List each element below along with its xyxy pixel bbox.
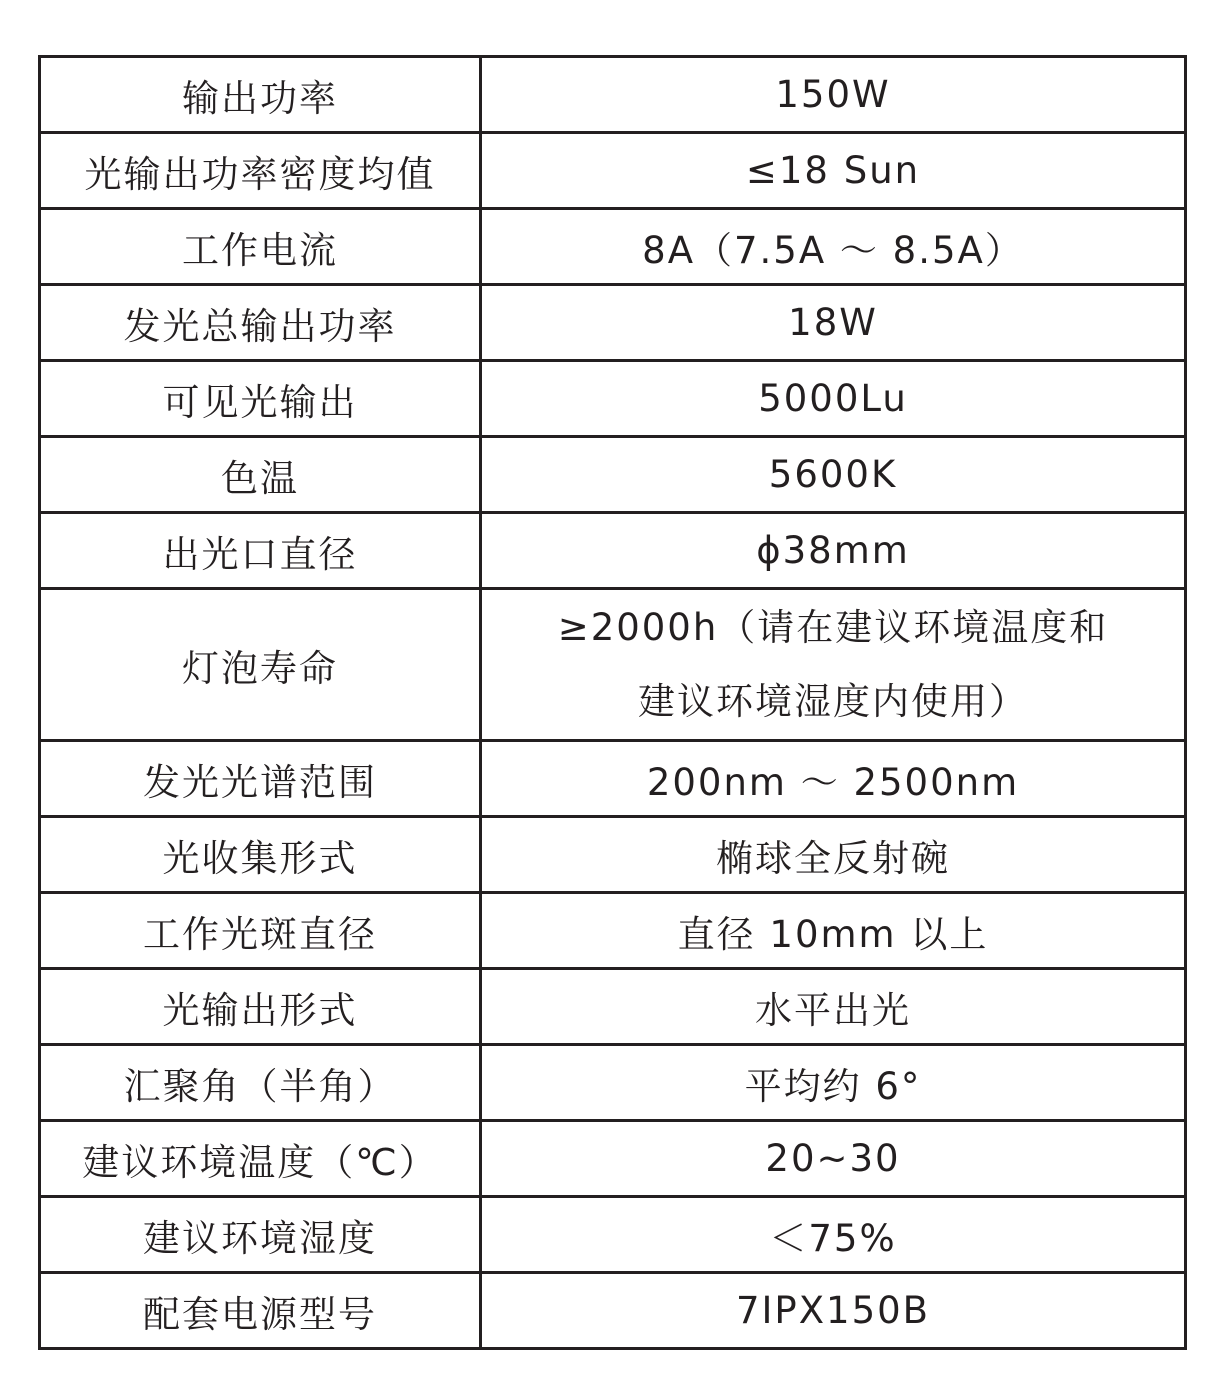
value-cell	[481, 589, 1186, 741]
param-cell: 建议环境湿度	[40, 1197, 481, 1273]
param-cell: 可见光输出	[40, 361, 481, 437]
param-cell: 灯泡寿命	[40, 589, 481, 741]
table-row	[40, 817, 1186, 893]
param-cell: 光输出功率密度均值	[40, 133, 481, 209]
value-cell: 椭球全反射碗	[481, 817, 1186, 893]
param-cell: 发光光谱范围	[40, 741, 481, 817]
param-cell: 工作电流	[40, 209, 481, 285]
table-row	[40, 1197, 1186, 1273]
table-row	[40, 1273, 1186, 1349]
table-row	[40, 361, 1186, 437]
value-cell: 平均约 6°	[481, 1045, 1186, 1121]
table-row	[40, 285, 1186, 361]
value-cell: 5600K	[481, 437, 1186, 513]
table-row	[40, 1045, 1186, 1121]
table-row	[40, 969, 1186, 1045]
table-row	[40, 133, 1186, 209]
table-row	[40, 1121, 1186, 1197]
value-line: ≥2000h（请在建议环境温度和	[557, 605, 1109, 649]
value-cell: 150W	[481, 57, 1186, 133]
value-cell: 18W	[481, 285, 1186, 361]
param-cell: 工作光斑直径	[40, 893, 481, 969]
param-cell: 输出功率	[40, 57, 481, 133]
param-cell: 光收集形式	[40, 817, 481, 893]
param-cell: 配套电源型号	[40, 1273, 481, 1349]
param-cell: 汇聚角（半角）	[40, 1045, 481, 1121]
value-cell: ＜75%	[481, 1197, 1186, 1273]
table-row	[40, 589, 1186, 741]
param-cell: 建议环境温度（℃）	[40, 1121, 481, 1197]
value-cell: 直径 10mm 以上	[481, 893, 1186, 969]
param-cell: 出光口直径	[40, 513, 481, 589]
spec-table	[38, 55, 1187, 1350]
table-row	[40, 741, 1186, 817]
value-cell: 水平出光	[481, 969, 1186, 1045]
table-row	[40, 57, 1186, 133]
table-row	[40, 437, 1186, 513]
table-row	[40, 513, 1186, 589]
value-cell: 8A（7.5A ～ 8.5A）	[481, 209, 1186, 285]
param-cell: 色温	[40, 437, 481, 513]
table-row	[40, 209, 1186, 285]
param-cell: 发光总输出功率	[40, 285, 481, 361]
value-cell: ≤18 Sun	[481, 133, 1186, 209]
value-cell: ϕ38mm	[481, 513, 1186, 589]
value-cell: 200nm ～ 2500nm	[481, 741, 1186, 817]
table-row	[40, 893, 1186, 969]
value-line: 建议环境湿度内使用）	[638, 679, 1028, 723]
value-cell: 5000Lu	[481, 361, 1186, 437]
param-cell: 光输出形式	[40, 969, 481, 1045]
value-cell: 20~30	[481, 1121, 1186, 1197]
value-cell: 7IPX150B	[481, 1273, 1186, 1349]
